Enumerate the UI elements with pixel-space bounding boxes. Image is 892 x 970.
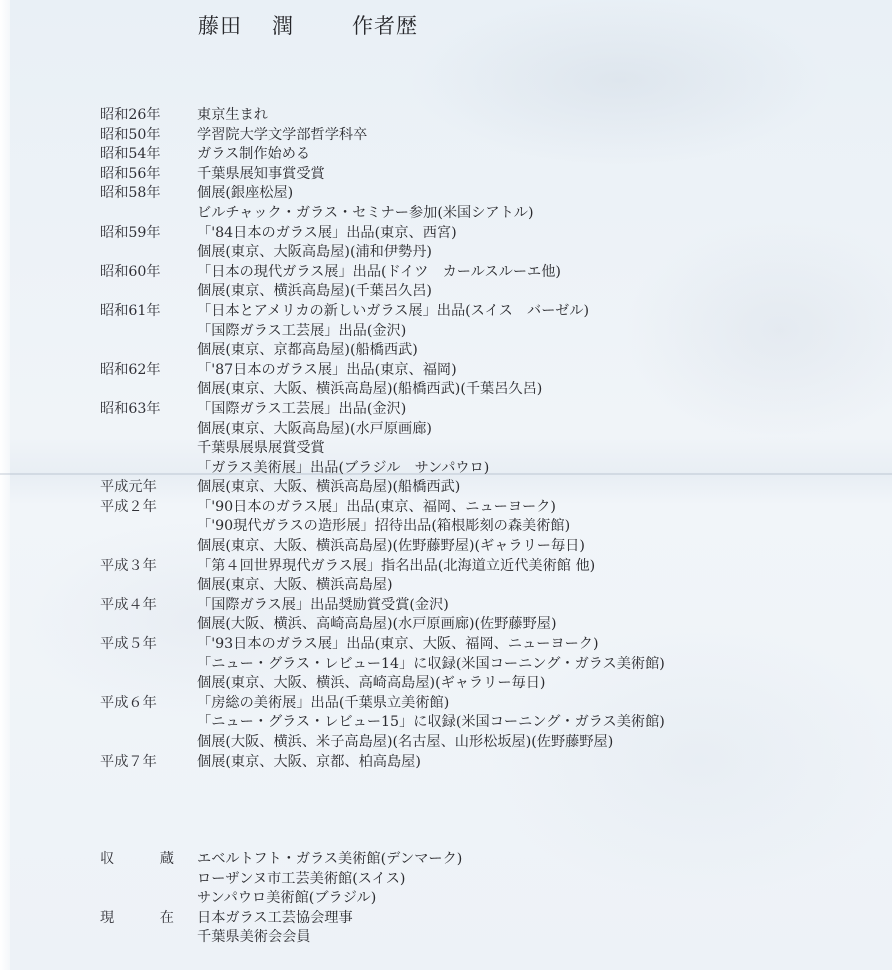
history-entry: 個展(東京、大阪、横浜高島屋)	[197, 577, 393, 594]
collection-item: ローザンヌ市工芸美術館(スイス)	[197, 870, 406, 887]
history-row	[100, 145, 665, 165]
history-year: 平成６年	[100, 694, 157, 711]
collections-row-1	[100, 870, 462, 890]
document-title	[198, 10, 418, 40]
collections-row-2	[100, 889, 462, 909]
history-year	[100, 459, 197, 479]
history-row	[100, 322, 665, 342]
history-year: 平成元年	[100, 479, 157, 496]
history-year	[100, 420, 197, 440]
history-entry: 「第４回世界現代ガラス展」指名出品(北海道立近代美術館 他)	[197, 557, 596, 574]
history-row	[100, 713, 665, 733]
history-entry: 個展(東京、大阪、横浜高島屋)(船橋西武)(千葉呂久呂)	[197, 381, 543, 398]
history-row	[100, 224, 665, 244]
history-entry: 「国際ガラス工芸展」出品(金沢)	[197, 400, 407, 417]
history-entry: 「'87日本のガラス展」出品(東京、福岡)	[197, 361, 457, 378]
history-year	[100, 204, 197, 224]
history-year	[100, 674, 197, 694]
history-entry: 「ニュー・グラス・レビュー15」に収録(米国コーニング・ガラス美術館)	[197, 714, 665, 731]
history-entry: 個展(東京、大阪高島屋)(水戸原画廊)	[197, 420, 432, 437]
history-year	[100, 713, 197, 733]
current-row-0	[100, 909, 462, 929]
history-year: 昭和58年	[100, 185, 161, 202]
history-year	[100, 243, 197, 263]
history-entry: 千葉県展知事賞受賞	[197, 165, 325, 182]
history-row	[100, 733, 665, 753]
history-year: 平成２年	[100, 498, 157, 515]
history-row	[100, 655, 665, 675]
history-entry: ビルチャック・ガラス・セミナー参加(米国シアトル)	[197, 204, 534, 221]
history-entry: 個展(東京、大阪、横浜高島屋)(船橋西武)	[197, 479, 461, 496]
history-row	[100, 615, 665, 635]
current-row-1	[100, 928, 462, 948]
history-row	[100, 439, 665, 459]
history-row	[100, 420, 665, 440]
history-entry: 個展(東京、大阪、京都、柏高島屋)	[197, 753, 421, 770]
history-year: 昭和60年	[100, 263, 161, 280]
history-year: 昭和61年	[100, 302, 161, 319]
history-row	[100, 106, 665, 126]
history-row	[100, 557, 665, 577]
footer-section	[100, 850, 462, 948]
history-year	[100, 615, 197, 635]
history-row	[100, 537, 665, 557]
history-entry: 個展(東京、大阪、横浜高島屋)(佐野藤野屋)(ギャラリー毎日)	[197, 538, 585, 555]
history-entry: 「房総の美術展」出品(千葉県立美術館)	[197, 694, 450, 711]
artist-surname: 藤田	[198, 14, 242, 38]
history-entry: ガラス制作始める	[197, 146, 311, 163]
collection-item: サンパウロ美術館(ブラジル)	[197, 890, 377, 907]
history-entry: 「ニュー・グラス・レビュー14」に収録(米国コーニング・ガラス美術館)	[197, 655, 665, 672]
history-entry: 個展(東京、京都高島屋)(船橋西武)	[197, 342, 418, 359]
history-row	[100, 341, 665, 361]
history-entry: 個展(大阪、横浜、米子高島屋)(名古屋、山形松坂屋)(佐野藤野屋)	[197, 734, 614, 750]
history-row	[100, 478, 665, 498]
history-row	[100, 282, 665, 302]
history-year: 昭和50年	[100, 126, 161, 143]
history-year: 昭和63年	[100, 400, 161, 417]
history-entry: 「国際ガラス工芸展」出品(金沢)	[197, 322, 407, 339]
history-year: 平成７年	[100, 753, 157, 770]
history-entry: 「'93日本のガラス展」出品(東京、大阪、福岡、ニューヨーク)	[197, 636, 599, 653]
history-entry: 千葉県展県展賞受賞	[197, 440, 325, 457]
current-item: 日本ガラス工芸協会理事	[197, 909, 353, 926]
history-row	[100, 459, 665, 479]
history-row	[100, 635, 665, 655]
collections-label: 収 蔵	[100, 851, 174, 867]
history-row	[100, 263, 665, 283]
history-row	[100, 243, 665, 263]
history-entry: 個展(大阪、横浜、高崎高島屋)(水戸原画廊)(佐野藤野屋)	[197, 616, 557, 633]
history-year: 昭和59年	[100, 224, 161, 241]
history-row	[100, 204, 665, 224]
history-year: 平成５年	[100, 636, 157, 653]
history-year	[100, 439, 197, 459]
history-row	[100, 498, 665, 518]
history-list	[100, 106, 665, 772]
history-entry: 個展(銀座松屋)	[197, 185, 294, 202]
history-year	[100, 576, 197, 596]
collections-row-0	[100, 850, 462, 870]
collection-item: エベルトフト・ガラス美術館(デンマーク)	[197, 851, 463, 867]
current-item: 千葉県美術会会員	[197, 929, 311, 946]
history-year	[100, 655, 197, 675]
history-year	[100, 282, 197, 302]
history-year	[100, 380, 197, 400]
history-year: 平成３年	[100, 557, 157, 574]
history-year	[100, 733, 197, 753]
history-row	[100, 302, 665, 322]
history-entry: 個展(東京、大阪、横浜、高崎高島屋)(ギャラリー毎日)	[197, 675, 546, 692]
history-row	[100, 753, 665, 773]
history-row	[100, 165, 665, 185]
history-row	[100, 361, 665, 381]
history-year: 平成４年	[100, 596, 157, 613]
artist-given-name: 潤	[272, 14, 294, 38]
history-entry: 「'84日本のガラス展」出品(東京、西宮)	[197, 224, 457, 241]
history-row	[100, 674, 665, 694]
history-year	[100, 537, 197, 557]
history-entry: 「日本の現代ガラス展」出品(ドイツ カールスルーエ他)	[197, 263, 561, 280]
history-entry: 「'90現代ガラスの造形展」招待出品(箱根彫刻の森美術館)	[197, 518, 571, 535]
history-year	[100, 341, 197, 361]
paper-edge	[0, 0, 10, 970]
history-row	[100, 380, 665, 400]
title-heading: 作者歴	[352, 14, 418, 38]
history-row	[100, 576, 665, 596]
history-year: 昭和54年	[100, 146, 161, 163]
history-entry: 「日本とアメリカの新しいガラス展」出品(スイス バーゼル)	[197, 302, 590, 319]
history-year: 昭和62年	[100, 361, 161, 378]
history-row	[100, 126, 665, 146]
history-entry: 東京生まれ	[197, 107, 268, 123]
history-entry: 個展(東京、横浜高島屋)(千葉呂久呂)	[197, 283, 432, 300]
history-entry: 個展(東京、大阪高島屋)(浦和伊勢丹)	[197, 244, 432, 261]
history-row	[100, 184, 665, 204]
history-row	[100, 694, 665, 714]
history-entry: 「'90日本のガラス展」出品(東京、福岡、ニューヨーク)	[197, 498, 556, 515]
history-year	[100, 517, 197, 537]
history-row	[100, 517, 665, 537]
history-entry: 学習院大学文学部哲学科卒	[197, 126, 368, 143]
current-label: 現 在	[100, 909, 174, 926]
history-entry: 「国際ガラス展」出品奨励賞受賞(金沢)	[197, 596, 449, 613]
history-year	[100, 322, 197, 342]
history-year: 昭和56年	[100, 165, 161, 182]
history-year: 昭和26年	[100, 107, 161, 123]
history-entry: 「ガラス美術展」出品(ブラジル サンパウロ)	[197, 459, 490, 476]
history-row	[100, 400, 665, 420]
history-row	[100, 596, 665, 616]
